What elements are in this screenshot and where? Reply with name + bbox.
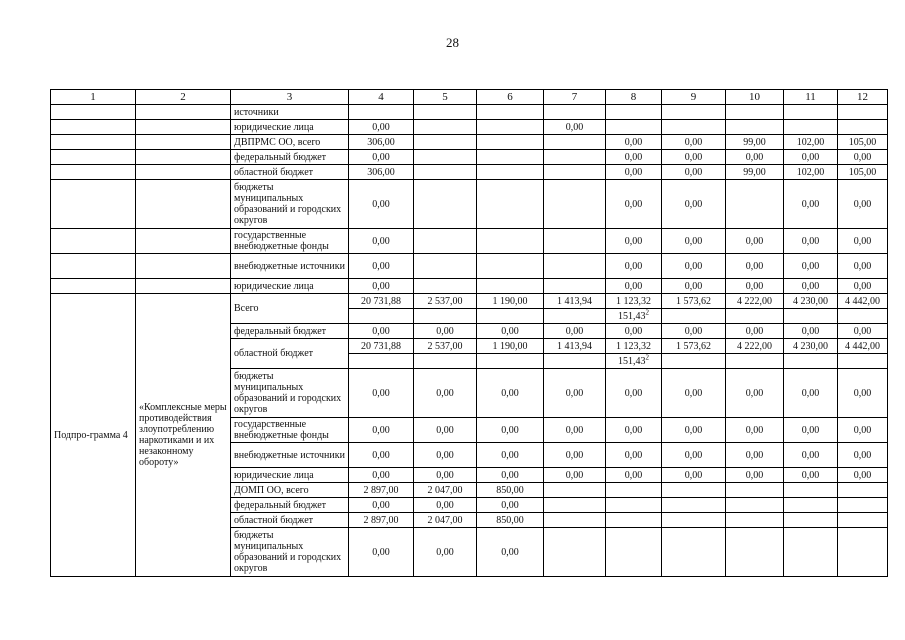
value-cell: 0,00 bbox=[662, 229, 726, 254]
table-row bbox=[51, 279, 888, 294]
column-header: 2 bbox=[136, 90, 231, 105]
value-cell: 0,00 bbox=[838, 150, 888, 165]
value-cell: 0,00 bbox=[784, 180, 838, 229]
value-cell bbox=[544, 528, 606, 577]
value-cell bbox=[544, 180, 606, 229]
value-cell: 0,00 bbox=[606, 468, 662, 483]
value-cell: 0,00 bbox=[544, 443, 606, 468]
value-cell: 0,00 bbox=[477, 418, 544, 443]
value-cell: 0,00 bbox=[349, 120, 414, 135]
value-cell: 0,00 bbox=[838, 324, 888, 339]
value-cell bbox=[606, 513, 662, 528]
value-cell: 99,00 bbox=[726, 165, 784, 180]
footnote-mark: 2 bbox=[645, 308, 649, 317]
value-cell: 2 897,00 bbox=[349, 483, 414, 498]
value-cell: 0,00 bbox=[477, 443, 544, 468]
value-cell bbox=[838, 483, 888, 498]
value-cell bbox=[726, 120, 784, 135]
value-cell: 0,00 bbox=[606, 279, 662, 294]
value-cell bbox=[544, 254, 606, 279]
empty-cell bbox=[726, 354, 784, 369]
column-header: 10 bbox=[726, 90, 784, 105]
value-cell bbox=[414, 105, 477, 120]
empty-cell bbox=[414, 354, 477, 369]
empty-cell bbox=[477, 354, 544, 369]
value-cell: 0,00 bbox=[784, 150, 838, 165]
value-cell bbox=[414, 229, 477, 254]
value-cell bbox=[414, 165, 477, 180]
value-cell: 0,00 bbox=[784, 279, 838, 294]
column-header: 3 bbox=[231, 90, 349, 105]
value-cell: 0,00 bbox=[477, 324, 544, 339]
value-cell: 0,00 bbox=[726, 229, 784, 254]
value-cell: 0,00 bbox=[662, 468, 726, 483]
value-cell-extra bbox=[606, 354, 662, 369]
funding-source-cell: внебюджетные источники bbox=[231, 443, 349, 468]
value-cell: 105,00 bbox=[838, 165, 888, 180]
value-cell: 2 047,00 bbox=[414, 483, 477, 498]
value-cell: 1 413,94 bbox=[544, 339, 606, 354]
value-cell bbox=[726, 528, 784, 577]
value-cell bbox=[477, 120, 544, 135]
table-row bbox=[51, 165, 888, 180]
funding-source-cell: областной бюджет bbox=[231, 165, 349, 180]
table-row bbox=[51, 120, 888, 135]
value-cell: 20 731,88 bbox=[349, 294, 414, 309]
funding-source-cell: федеральный бюджет bbox=[231, 498, 349, 513]
value-cell bbox=[544, 279, 606, 294]
value-cell: 0,00 bbox=[726, 369, 784, 418]
empty-cell bbox=[136, 229, 231, 254]
value-cell bbox=[544, 135, 606, 150]
value-cell: 0,00 bbox=[349, 150, 414, 165]
funding-source-cell: юридические лица bbox=[231, 120, 349, 135]
value-cell: 0,00 bbox=[606, 254, 662, 279]
value-cell: 0,00 bbox=[349, 528, 414, 577]
value-cell bbox=[838, 513, 888, 528]
value-cell: 0,00 bbox=[662, 180, 726, 229]
value-cell: 102,00 bbox=[784, 135, 838, 150]
value-cell: 4 442,00 bbox=[838, 339, 888, 354]
value-cell: 0,00 bbox=[477, 498, 544, 513]
value-cell bbox=[477, 279, 544, 294]
value-cell: 0,00 bbox=[838, 443, 888, 468]
empty-cell bbox=[51, 120, 136, 135]
value-cell: 0,00 bbox=[349, 180, 414, 229]
value-cell: 0,00 bbox=[349, 498, 414, 513]
value-cell bbox=[662, 120, 726, 135]
table-row bbox=[51, 150, 888, 165]
value-cell: 0,00 bbox=[838, 180, 888, 229]
value-cell bbox=[726, 513, 784, 528]
value-cell: 0,00 bbox=[606, 443, 662, 468]
funding-source-cell: государственные внебюджетные фонды bbox=[231, 229, 349, 254]
subprogram-title: «Комплексные меры противодействия злоупотреблению наркотиками и их незаконному обороту» bbox=[136, 294, 231, 577]
value-cell: 0,00 bbox=[349, 468, 414, 483]
value-cell: 0,00 bbox=[726, 443, 784, 468]
value-cell bbox=[784, 498, 838, 513]
empty-cell bbox=[51, 165, 136, 180]
value-cell: 0,00 bbox=[838, 279, 888, 294]
value-cell: 0,00 bbox=[606, 135, 662, 150]
value-cell: 0,00 bbox=[838, 229, 888, 254]
funding-source-cell: бюджеты муниципальных образований и городских округов bbox=[231, 180, 349, 229]
value-cell: 0,00 bbox=[606, 369, 662, 418]
empty-cell bbox=[136, 150, 231, 165]
value-cell bbox=[662, 513, 726, 528]
value-cell: 0,00 bbox=[726, 468, 784, 483]
value-cell: 0,00 bbox=[477, 468, 544, 483]
value-cell: 0,00 bbox=[414, 418, 477, 443]
value-cell: 0,00 bbox=[544, 120, 606, 135]
column-header: 8 bbox=[606, 90, 662, 105]
empty-cell bbox=[51, 180, 136, 229]
value-cell: 0,00 bbox=[349, 418, 414, 443]
value-cell: 0,00 bbox=[606, 150, 662, 165]
value-cell: 0,00 bbox=[662, 150, 726, 165]
funding-source-cell: федеральный бюджет bbox=[231, 150, 349, 165]
table-body bbox=[51, 90, 888, 577]
value-cell: 102,00 bbox=[784, 165, 838, 180]
value-cell: 0,00 bbox=[662, 324, 726, 339]
value-cell: 0,00 bbox=[606, 418, 662, 443]
funding-source-cell: внебюджетные источники bbox=[231, 254, 349, 279]
value-cell bbox=[838, 528, 888, 577]
value-cell bbox=[784, 483, 838, 498]
value-cell: 2 537,00 bbox=[414, 339, 477, 354]
footnote-mark: 2 bbox=[645, 353, 649, 362]
value-cell: 0,00 bbox=[662, 279, 726, 294]
funding-source-cell: ДОМП ОО, всего bbox=[231, 483, 349, 498]
value-cell: 4 222,00 bbox=[726, 294, 784, 309]
value-cell: 4 230,00 bbox=[784, 294, 838, 309]
column-header: 6 bbox=[477, 90, 544, 105]
value-cell: 2 897,00 bbox=[349, 513, 414, 528]
value-cell: 0,00 bbox=[544, 324, 606, 339]
table-row bbox=[51, 180, 888, 229]
funding-source-cell: источники bbox=[231, 105, 349, 120]
table-row bbox=[51, 229, 888, 254]
value-cell: 2 047,00 bbox=[414, 513, 477, 528]
value-cell: 0,00 bbox=[477, 528, 544, 577]
funding-source-cell: государственные внебюджетные фонды bbox=[231, 418, 349, 443]
value-cell bbox=[606, 120, 662, 135]
column-header: 4 bbox=[349, 90, 414, 105]
value-cell bbox=[477, 180, 544, 229]
value-cell: 0,00 bbox=[544, 418, 606, 443]
value-cell bbox=[726, 180, 784, 229]
value-cell bbox=[414, 279, 477, 294]
value-cell: 0,00 bbox=[726, 324, 784, 339]
empty-cell bbox=[51, 279, 136, 294]
empty-cell bbox=[838, 309, 888, 324]
value-cell: 0,00 bbox=[662, 418, 726, 443]
value-cell bbox=[477, 165, 544, 180]
value-cell: 0,00 bbox=[838, 254, 888, 279]
value-cell: 0,00 bbox=[414, 528, 477, 577]
value-cell: 0,00 bbox=[784, 418, 838, 443]
value-cell bbox=[784, 528, 838, 577]
value-cell bbox=[662, 498, 726, 513]
empty-cell bbox=[726, 309, 784, 324]
extra-value: 151,43 bbox=[618, 310, 646, 322]
value-cell bbox=[414, 120, 477, 135]
empty-cell bbox=[349, 354, 414, 369]
value-cell bbox=[544, 229, 606, 254]
value-cell: 2 537,00 bbox=[414, 294, 477, 309]
value-cell: 0,00 bbox=[349, 443, 414, 468]
value-cell: 1 190,00 bbox=[477, 294, 544, 309]
funding-source-cell: федеральный бюджет bbox=[231, 324, 349, 339]
value-cell: 0,00 bbox=[349, 254, 414, 279]
value-cell: 0,00 bbox=[726, 418, 784, 443]
value-cell: 0,00 bbox=[784, 369, 838, 418]
empty-cell bbox=[136, 254, 231, 279]
value-cell bbox=[606, 528, 662, 577]
value-cell: 0,00 bbox=[544, 468, 606, 483]
value-cell: 99,00 bbox=[726, 135, 784, 150]
funding-source-cell: бюджеты муниципальных образований и городских округов bbox=[231, 369, 349, 418]
column-header: 7 bbox=[544, 90, 606, 105]
empty-cell bbox=[136, 279, 231, 294]
funding-source-cell: юридические лица bbox=[231, 468, 349, 483]
value-cell: 0,00 bbox=[838, 468, 888, 483]
value-cell bbox=[544, 165, 606, 180]
value-cell: 1 573,62 bbox=[662, 294, 726, 309]
value-cell bbox=[784, 513, 838, 528]
value-cell bbox=[838, 498, 888, 513]
value-cell: 0,00 bbox=[662, 254, 726, 279]
empty-cell bbox=[662, 354, 726, 369]
value-cell: 0,00 bbox=[349, 324, 414, 339]
value-cell bbox=[414, 135, 477, 150]
column-header: 11 bbox=[784, 90, 838, 105]
empty-cell bbox=[662, 309, 726, 324]
funding-source-cell: областной бюджет bbox=[231, 339, 349, 369]
value-cell bbox=[838, 105, 888, 120]
empty-cell bbox=[136, 180, 231, 229]
value-cell: 0,00 bbox=[349, 229, 414, 254]
value-cell: 0,00 bbox=[606, 229, 662, 254]
value-cell: 306,00 bbox=[349, 135, 414, 150]
header-row bbox=[51, 90, 888, 105]
value-cell bbox=[477, 105, 544, 120]
value-cell: 0,00 bbox=[477, 369, 544, 418]
value-cell: 1 123,32 bbox=[606, 339, 662, 354]
value-cell: 850,00 bbox=[477, 513, 544, 528]
value-cell: 0,00 bbox=[662, 443, 726, 468]
value-cell bbox=[662, 483, 726, 498]
value-cell: 1 573,62 bbox=[662, 339, 726, 354]
empty-cell bbox=[136, 165, 231, 180]
table-row bbox=[51, 135, 888, 150]
value-cell bbox=[477, 254, 544, 279]
value-cell-extra bbox=[606, 309, 662, 324]
empty-cell bbox=[136, 135, 231, 150]
value-cell bbox=[544, 498, 606, 513]
value-cell: 0,00 bbox=[726, 150, 784, 165]
value-cell bbox=[606, 105, 662, 120]
value-cell: 0,00 bbox=[349, 279, 414, 294]
value-cell bbox=[544, 150, 606, 165]
value-cell bbox=[477, 135, 544, 150]
empty-cell bbox=[51, 150, 136, 165]
value-cell: 0,00 bbox=[606, 165, 662, 180]
value-cell bbox=[477, 229, 544, 254]
funding-source-cell: ДВПРМС ОО, всего bbox=[231, 135, 349, 150]
value-cell: 0,00 bbox=[662, 165, 726, 180]
value-cell bbox=[477, 150, 544, 165]
value-cell: 0,00 bbox=[606, 180, 662, 229]
extra-value: 151,43 bbox=[618, 355, 646, 367]
value-cell: 0,00 bbox=[349, 369, 414, 418]
value-cell: 0,00 bbox=[414, 324, 477, 339]
value-cell: 4 222,00 bbox=[726, 339, 784, 354]
value-cell: 0,00 bbox=[414, 498, 477, 513]
value-cell: 850,00 bbox=[477, 483, 544, 498]
empty-cell bbox=[544, 354, 606, 369]
value-cell: 0,00 bbox=[784, 443, 838, 468]
empty-cell bbox=[51, 254, 136, 279]
value-cell: 105,00 bbox=[838, 135, 888, 150]
value-cell: 1 190,00 bbox=[477, 339, 544, 354]
value-cell: 0,00 bbox=[544, 369, 606, 418]
column-header: 9 bbox=[662, 90, 726, 105]
value-cell: 0,00 bbox=[838, 418, 888, 443]
empty-cell bbox=[477, 309, 544, 324]
value-cell: 4 230,00 bbox=[784, 339, 838, 354]
value-cell: 4 442,00 bbox=[838, 294, 888, 309]
value-cell: 1 123,32 bbox=[606, 294, 662, 309]
column-header: 12 bbox=[838, 90, 888, 105]
value-cell bbox=[414, 150, 477, 165]
value-cell: 0,00 bbox=[606, 324, 662, 339]
empty-cell bbox=[51, 135, 136, 150]
value-cell bbox=[414, 254, 477, 279]
value-cell: 0,00 bbox=[662, 369, 726, 418]
empty-cell bbox=[414, 309, 477, 324]
funding-source-cell: областной бюджет bbox=[231, 513, 349, 528]
value-cell: 0,00 bbox=[414, 369, 477, 418]
empty-cell bbox=[136, 105, 231, 120]
value-cell: 0,00 bbox=[784, 254, 838, 279]
empty-cell bbox=[838, 354, 888, 369]
empty-cell bbox=[51, 105, 136, 120]
value-cell: 0,00 bbox=[726, 254, 784, 279]
funding-source-cell: юридические лица bbox=[231, 279, 349, 294]
funding-source-cell: Всего bbox=[231, 294, 349, 324]
value-cell: 0,00 bbox=[414, 468, 477, 483]
value-cell bbox=[414, 180, 477, 229]
value-cell: 1 413,94 bbox=[544, 294, 606, 309]
empty-cell bbox=[544, 309, 606, 324]
value-cell bbox=[662, 105, 726, 120]
value-cell: 306,00 bbox=[349, 165, 414, 180]
value-cell bbox=[726, 498, 784, 513]
subprogram-name: Подпро-грамма 4 bbox=[51, 294, 136, 577]
empty-cell bbox=[784, 309, 838, 324]
page-number: 28 bbox=[446, 35, 459, 50]
empty-cell bbox=[136, 120, 231, 135]
value-cell bbox=[544, 483, 606, 498]
value-cell bbox=[838, 120, 888, 135]
column-header: 1 bbox=[51, 90, 136, 105]
empty-cell bbox=[349, 309, 414, 324]
table-row bbox=[51, 254, 888, 279]
value-cell bbox=[544, 105, 606, 120]
value-cell bbox=[606, 498, 662, 513]
value-cell bbox=[726, 483, 784, 498]
value-cell bbox=[606, 483, 662, 498]
value-cell: 0,00 bbox=[784, 324, 838, 339]
value-cell: 0,00 bbox=[726, 279, 784, 294]
empty-cell bbox=[784, 354, 838, 369]
value-cell: 0,00 bbox=[784, 468, 838, 483]
value-cell: 0,00 bbox=[414, 443, 477, 468]
value-cell bbox=[784, 120, 838, 135]
empty-cell bbox=[51, 229, 136, 254]
value-cell: 0,00 bbox=[784, 229, 838, 254]
value-cell bbox=[349, 105, 414, 120]
value-cell bbox=[544, 513, 606, 528]
value-cell: 20 731,88 bbox=[349, 339, 414, 354]
column-header: 5 bbox=[414, 90, 477, 105]
funding-source-cell: бюджеты муниципальных образований и городских округов bbox=[231, 528, 349, 577]
value-cell: 0,00 bbox=[838, 369, 888, 418]
table-row bbox=[51, 105, 888, 120]
value-cell: 0,00 bbox=[662, 135, 726, 150]
value-cell bbox=[726, 105, 784, 120]
value-cell bbox=[784, 105, 838, 120]
budget-table bbox=[50, 89, 888, 577]
value-cell bbox=[662, 528, 726, 577]
table-row bbox=[51, 294, 888, 309]
